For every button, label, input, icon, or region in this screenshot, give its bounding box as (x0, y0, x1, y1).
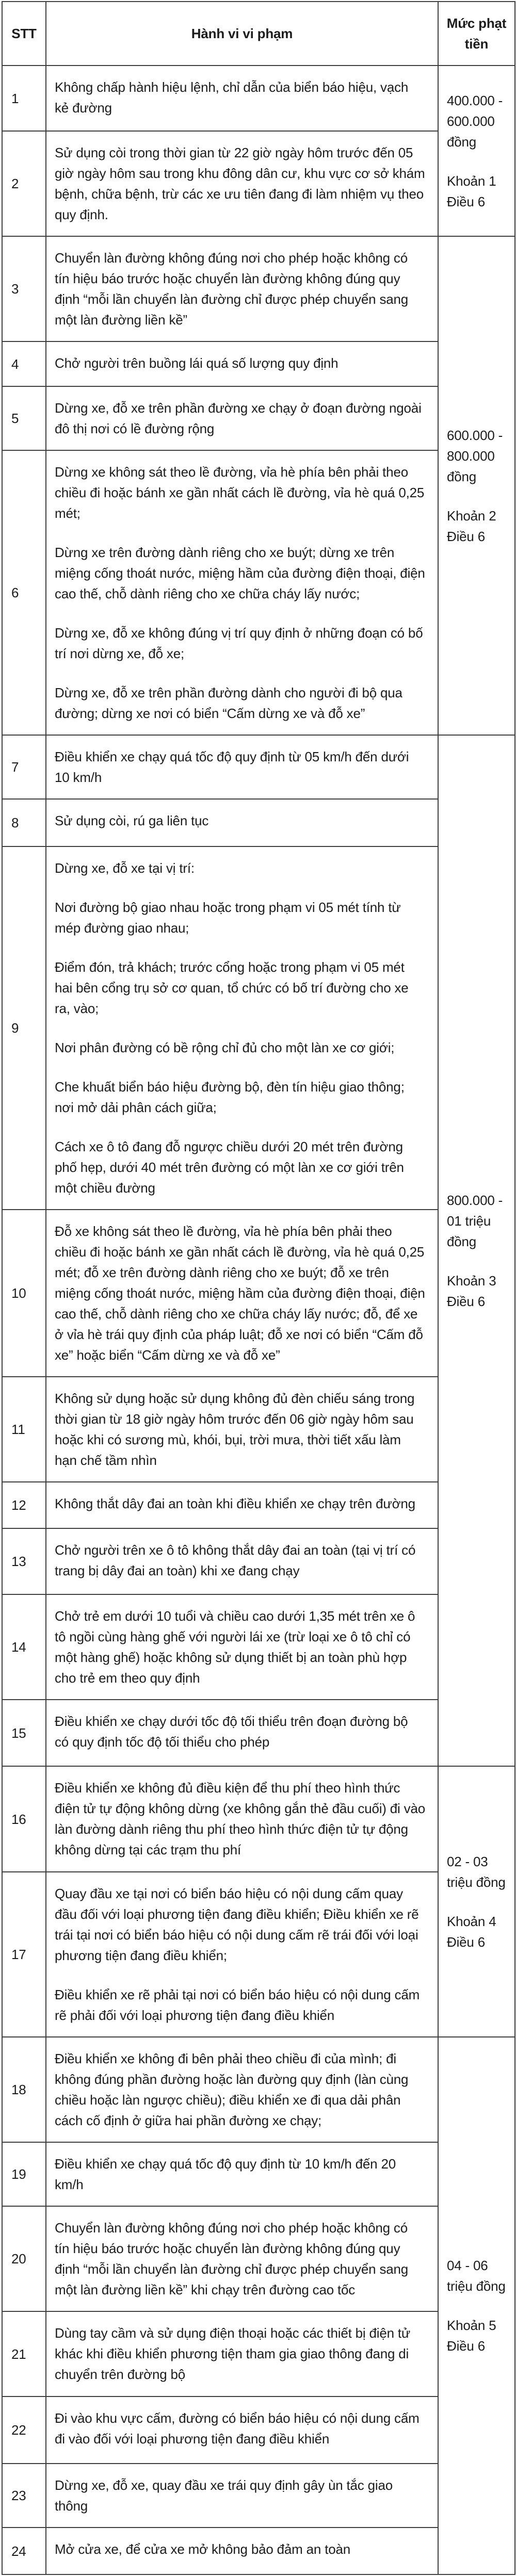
table-row (2, 2142, 515, 2206)
fine-legal-clause: Khoản 1 Điều 6 (447, 173, 496, 209)
violation-text: Dừng xe trên đường dành riêng cho xe buýt; dừng xe trên miệng cống thoát nước, miệng hầm của đường điện thoại, điện cao thế, chỗ dành riêng cho xe chữa cháy lấy nước; (55, 545, 425, 601)
table-row (2, 2528, 515, 2574)
row-number: 23 (2, 2464, 46, 2528)
violation-cell (46, 2311, 438, 2396)
table-header (2, 2, 515, 66)
violation-text: Sử dụng còi trong thời gian từ 22 giờ ngày hôm trước đến 05 giờ ngày hôm sau trong khu đông dân cư, khu vực cơ sở khám bệnh, chữa bệnh, trừ các xe ưu tiên đang đi làm nhiệm vụ theo quy định. (55, 145, 425, 222)
row-number: 10 (2, 1210, 46, 1377)
row-number: 15 (2, 1700, 46, 1766)
violation-text: Điều khiển xe chạy dưới tốc độ tối thiểu trên đoạn đường bộ có quy định tốc độ tối thiểu cho phép (55, 1714, 408, 1750)
violation-cell (46, 1482, 438, 1528)
table-row (2, 1528, 515, 1594)
fine-cell (438, 735, 515, 1766)
table-row (2, 2206, 515, 2311)
violation-text: Điều khiển xe rẽ phải tại nơi có biển báo hiệu có nội dung cấm rẽ phải đối với loại phương tiện đang điều khiển (55, 1987, 420, 2023)
row-number: 14 (2, 1594, 46, 1700)
violation-cell (46, 735, 438, 799)
table-row (2, 131, 515, 236)
fine-legal-clause: Khoản 2 Điều 6 (447, 508, 496, 544)
row-number: 20 (2, 2206, 46, 2311)
table-row (2, 386, 515, 450)
fine-amount: 02 - 03 triệu đồng (447, 1853, 506, 1890)
row-number: 5 (2, 386, 46, 450)
table-row (2, 66, 515, 131)
row-number: 22 (2, 2396, 46, 2464)
violation-cell (46, 66, 438, 131)
violation-cell (46, 341, 438, 386)
violation-text: Điểm đón, trả khách; trước cổng hoặc trong phạm vi 05 mét hai bên cổng trụ sở cơ quan, tổ chức có bố trí đường cho xe ra, vào; (55, 959, 409, 1016)
header-row (2, 2, 515, 66)
violation-text: Nơi đường bộ giao nhau hoặc trong phạm vi 05 mét tính từ mép đường giao nhau; (55, 900, 401, 936)
fine-cell (438, 2037, 515, 2574)
row-number: 4 (2, 341, 46, 386)
violation-text: Chở trẻ em dưới 10 tuổi và chiều cao dưới 1,35 mét trên xe ô tô ngồi cùng hàng ghế với người lái xe (trừ loại xe ô tô chỉ có một hàng ghế) hoặc không sử dụng thiết bị an toàn phù hợp cho trẻ em theo quy định (55, 1608, 415, 1686)
violation-cell (46, 2528, 438, 2574)
violation-text: Quay đầu xe tại nơi có biển báo hiệu có nội dung cấm quay đầu đối với loại phương tiện đang điều khiển; Điều khiển xe rẽ trái tại nơi có biển báo hiệu có nội dung cấm rẽ trái đối với loại phương tiện đang điều khiển; (55, 1886, 419, 1963)
fine-cell (438, 236, 515, 735)
violation-text: Dừng xe không sát theo lề đường, vỉa hè phía bên phải theo chiều đi hoặc bánh xe gần nhất cách lề đường, vỉa hè quá 0,25 mét; (55, 464, 425, 521)
violation-cell (46, 846, 438, 1210)
row-number: 9 (2, 846, 46, 1210)
fine-legal-clause: Khoản 3 Điều 6 (447, 1273, 496, 1309)
table-row (2, 1210, 515, 1377)
table-row (2, 1377, 515, 1482)
fines-table (2, 1, 515, 2575)
violation-text: Chở người trên xe ô tô không thắt dây đai an toàn (tại vị trí có trang bị dây đai an toàn) khi xe đang chạy (55, 1542, 416, 1578)
violation-cell (46, 799, 438, 846)
fine-legal-clause: Khoản 4 Điều 6 (447, 1913, 496, 1950)
violation-cell (46, 1872, 438, 2037)
row-number: 13 (2, 1528, 46, 1594)
violation-text: Không thắt dây đai an toàn khi điều khiển xe chạy trên đường (55, 1496, 415, 1511)
row-number: 18 (2, 2037, 46, 2142)
violation-cell (46, 1210, 438, 1377)
table-row (2, 2464, 515, 2528)
row-number: 2 (2, 131, 46, 236)
fine-amount: 04 - 06 triệu đồng (447, 2258, 506, 2294)
row-number: 17 (2, 1872, 46, 2037)
row-number: 19 (2, 2142, 46, 2206)
violation-text: Cách xe ô tô đang đỗ ngược chiều dưới 20 mét trên đường phố hẹp, dưới 40 mét trên đường có một làn xe cơ giới trên một chiều đường (55, 1139, 404, 1196)
fine-amount: 400.000 - 600.000 đồng (447, 92, 503, 150)
violation-cell (46, 1766, 438, 1872)
violation-cell (46, 2396, 438, 2464)
violation-text: Chở người trên buồng lái quá số lượng quy định (55, 355, 338, 371)
table-row (2, 2037, 515, 2142)
violation-cell (46, 2206, 438, 2311)
violation-cell (46, 2464, 438, 2528)
violation-text: Chuyển làn đường không đúng nơi cho phép hoặc không có tín hiệu báo trước hoặc chuyển làn đường không đúng quy định “mỗi lần chuyển làn đường chỉ được phép chuyển sang một làn đường liền kề” khi chạy trên đường cao tốc (55, 2220, 409, 2297)
col-header-fine: Mức phạt tiền (438, 2, 515, 66)
col-header-behavior: Hành vi vi phạm (46, 2, 438, 66)
violation-text: Đi vào khu vực cấm, đường có biển báo hiệu có nội dung cấm đi vào đối với loại phương tiện đang điều khiển (55, 2410, 420, 2447)
row-number: 11 (2, 1377, 46, 1482)
violation-cell (46, 1700, 438, 1766)
row-number: 12 (2, 1482, 46, 1528)
document-page (0, 1, 516, 2575)
table-row (2, 2396, 515, 2464)
table-row (2, 341, 515, 386)
table-row (2, 846, 515, 1210)
col-header-stt: STT (2, 2, 46, 66)
violation-cell (46, 131, 438, 236)
violation-cell (46, 450, 438, 735)
violation-text: Dừng xe, đỗ xe không đúng vị trí quy định ở những đoạn có bố trí nơi dừng xe, đỗ xe; (55, 625, 423, 661)
violation-text: Dừng xe, đỗ xe tại vị trí: (55, 860, 195, 876)
table-body (2, 66, 515, 2574)
violation-cell (46, 1528, 438, 1594)
row-number: 16 (2, 1766, 46, 1872)
violation-text: Mở cửa xe, để cửa xe mở không bảo đảm an toàn (55, 2541, 350, 2557)
violation-text: Không chấp hành hiệu lệnh, chỉ dẫn của biển báo hiệu, vạch kẻ đường (55, 79, 409, 116)
violation-text: Chuyển làn đường không đúng nơi cho phép hoặc không có tín hiệu báo trước hoặc chuyển làn đường không đúng quy định “mỗi lần chuyển làn đường chỉ được phép chuyển sang một làn đường liền kề” (55, 250, 409, 328)
violation-cell (46, 2142, 438, 2206)
row-number: 8 (2, 799, 46, 846)
table-row (2, 1766, 515, 1872)
violation-cell (46, 1594, 438, 1700)
fine-cell (438, 66, 515, 236)
violation-text: Che khuất biển báo hiệu đường bộ, đèn tín hiệu giao thông; nơi mở dải phân cách giữa; (55, 1079, 405, 1115)
table-row (2, 2311, 515, 2396)
table-row (2, 1872, 515, 2037)
fine-legal-clause: Khoản 5 Điều 6 (447, 2318, 496, 2354)
row-number: 24 (2, 2528, 46, 2574)
violation-text: Đỗ xe không sát theo lề đường, vỉa hè phía bên phải theo chiều đi hoặc bánh xe gần nhất cách lề đường, vỉa hè quá 0,25 mét; đỗ xe trên đường dành riêng cho xe buýt; đỗ xe trên miệng cống thoát nước, miệng hầm của đường điện thoại, điện cao thế, chỗ dành riêng cho xe chữa cháy lấy nước; đỗ, để xe ở vỉa hè trái quy định của pháp luật; đỗ xe nơi có biển “Cấm đỗ xe” hoặc biển “Cấm dừng xe và đỗ xe” (55, 1224, 425, 1363)
fine-cell (438, 1766, 515, 2037)
row-number: 21 (2, 2311, 46, 2396)
row-number: 1 (2, 66, 46, 131)
violation-cell (46, 236, 438, 341)
violation-cell (46, 1377, 438, 1482)
violation-text: Sử dụng còi, rú ga liên tục (55, 813, 209, 828)
fine-amount: 600.000 - 800.000 đồng (447, 427, 503, 484)
table-row (2, 450, 515, 735)
row-number: 3 (2, 236, 46, 341)
violation-text: Dừng xe, đỗ xe, quay đầu xe trái quy định gây ùn tắc giao thông (55, 2477, 393, 2514)
row-number: 6 (2, 450, 46, 735)
violation-text: Dừng xe, đỗ xe trên phần đường dành cho người đi bộ qua đường; dừng xe nơi có biển “Cấm dừng xe và đỗ xe” (55, 685, 402, 721)
table-row (2, 735, 515, 799)
table-row (2, 1700, 515, 1766)
violation-text: Dừng xe, đỗ xe trên phần đường xe chạy ở đoạn đường ngoài đô thị nơi có lề đường rộng (55, 400, 422, 436)
violation-text: Điều khiển xe chạy quá tốc độ quy định từ 10 km/h đến 20 km/h (55, 2156, 396, 2192)
violation-cell (46, 2037, 438, 2142)
violation-text: Dùng tay cầm và sử dụng điện thoại hoặc các thiết bị điện tử khác khi điều khiển phương tiện tham gia giao thông đang di chuyển trên đường bộ (55, 2325, 411, 2382)
violation-text: Điều khiển xe không đi bên phải theo chiều đi của mình; đi không đúng phần đường hoặc làn đường quy định (làn cùng chiều hoặc làn ngược chiều); điều khiển xe đi qua dải phân cách cố định ở giữa hai phần đường xe chạy; (55, 2051, 409, 2128)
violation-text: Điều khiển xe chạy quá tốc độ quy định từ 05 km/h đến dưới 10 km/h (55, 749, 409, 785)
table-row (2, 1594, 515, 1700)
violation-text: Nơi phân đường có bề rộng chỉ đủ cho một làn xe cơ giới; (55, 1040, 395, 1055)
row-number: 7 (2, 735, 46, 799)
table-row (2, 1482, 515, 1528)
fine-amount: 800.000 - 01 triệu đồng (447, 1192, 503, 1249)
violation-text: Không sử dụng hoặc sử dụng không đủ đèn chiếu sáng trong thời gian từ 18 giờ ngày hôm trước đến 06 giờ ngày hôm sau hoặc khi có sương mù, khói, bụi, trời mưa, thời tiết xấu làm hạn chế tầm nhìn (55, 1391, 415, 1468)
violation-cell (46, 386, 438, 450)
table-row (2, 236, 515, 341)
violation-text: Điều khiển xe không đủ điều kiện để thu phí theo hình thức điện tử tự động không dừng (xe không gắn thẻ đầu cuối) đi vào làn đường dành riêng thu phí theo hình thức điện tử tự động không dừng tại các trạm thu phí (55, 1780, 425, 1857)
table-row (2, 799, 515, 846)
